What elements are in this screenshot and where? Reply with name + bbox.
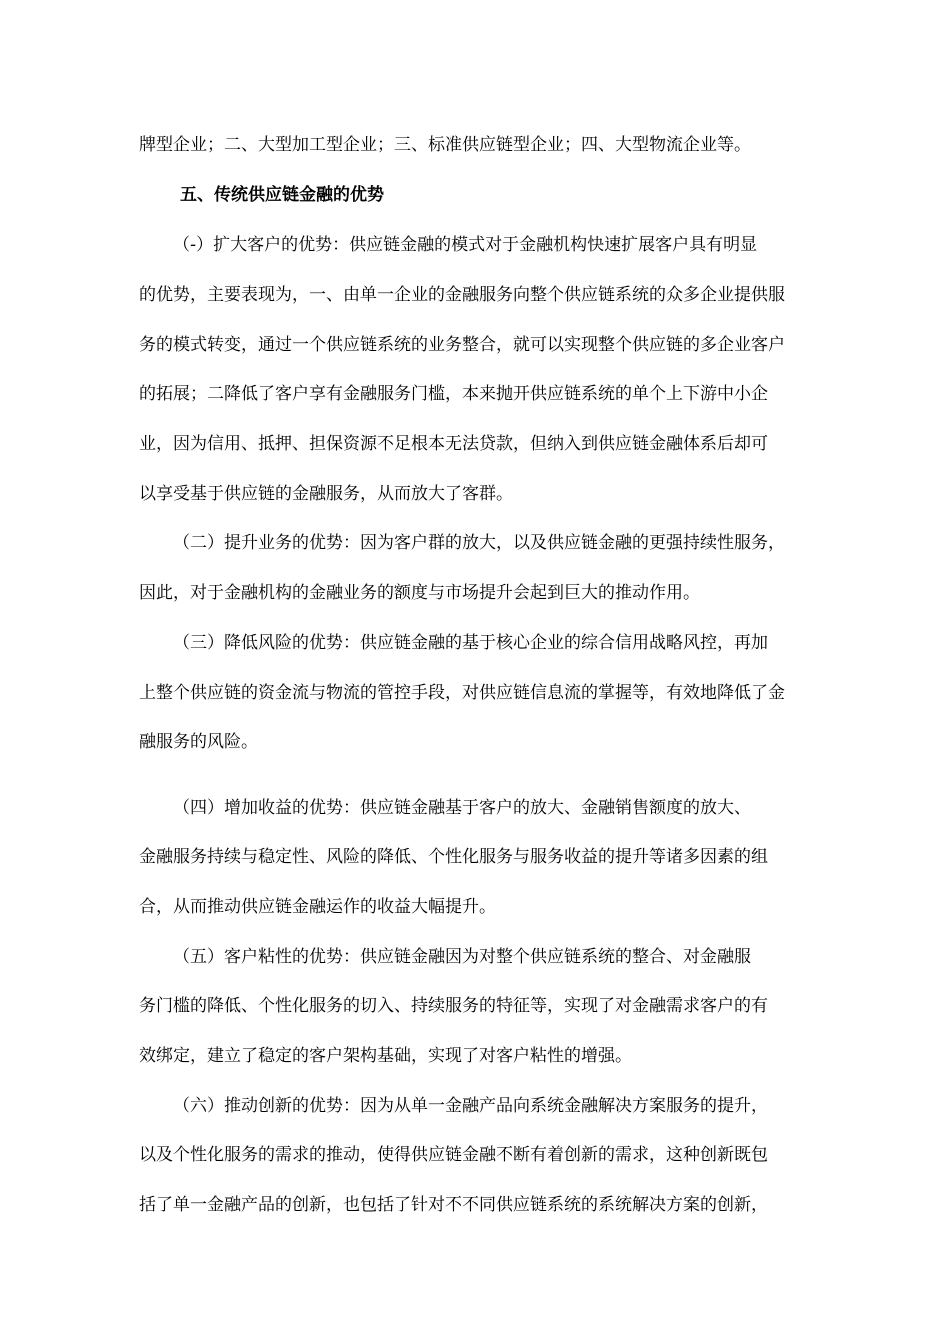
paragraph-line: （四）增加收益的优势：供应链金融基于客户的放大、金融销售额度的放大、 xyxy=(173,798,751,818)
paragraph-line: 务门槛的降低、个性化服务的切入、持续服务的特征等，实现了对金融需求客户的有 xyxy=(139,996,768,1016)
paragraph-line: （-）扩大客户的优势：供应链金融的模式对于金融机构快速扩展客户具有明显 xyxy=(173,235,758,255)
paragraph-line: 因此，对于金融机构的金融业务的额度与市场提升会起到巨大的推动作用。 xyxy=(139,583,700,603)
paragraph-line: 括了单一金融产品的创新，也包括了针对不不同供应链系统的系统解决方案的创新， xyxy=(139,1195,768,1215)
paragraph-line: 金融服务持续与稳定性、风险的降低、个性化服务与服务收益的提升等诸多因素的组 xyxy=(139,847,768,867)
paragraph-line: 以及个性化服务的需求的推动，使得供应链金融不断有着创新的需求，这种创新既包 xyxy=(139,1145,768,1165)
section-heading: 五、传统供应链金融的优势 xyxy=(180,185,384,205)
paragraph-line: 合，从而推动供应链金融运作的收益大幅提升。 xyxy=(139,897,496,917)
paragraph-line: （五）客户粘性的优势：供应链金融因为对整个供应链系统的整合、对金融服 xyxy=(173,947,751,967)
paragraph-line: 效绑定，建立了稳定的客户架构基础，实现了对客户粘性的增强。 xyxy=(139,1046,632,1066)
paragraph-line: 业，因为信用、抵押、担保资源不足根本无法贷款，但纳入到供应链金融体系后却可 xyxy=(139,434,768,454)
paragraph-line: 的拓展；二降低了客户享有金融服务门槛，本来抛开供应链系统的单个上下游中小企 xyxy=(139,384,768,404)
paragraph-line: （六）推动创新的优势：因为从单一金融产品向系统金融解决方案服务的提升， xyxy=(173,1096,768,1116)
paragraph-line: （二）提升业务的优势：因为客户群的放大，以及供应链金融的更强持续性服务， xyxy=(173,533,785,553)
paragraph-line: 融服务的风险。 xyxy=(139,732,258,752)
paragraph-line: 的优势，主要表现为，一、由单一企业的金融服务向整个供应链系统的众多企业提供服 xyxy=(139,285,785,305)
paragraph-line: 务的模式转变，通过一个供应链系统的业务整合，就可以实现整个供应链的多企业客户 xyxy=(139,335,785,355)
paragraph-line: （三）降低风险的优势：供应链金融的基于核心企业的综合信用战略风控，再加 xyxy=(173,633,768,653)
paragraph-line: 上整个供应链的资金流与物流的管控手段，对供应链信息流的掌握等，有效地降低了金 xyxy=(139,683,785,703)
paragraph-line: 以享受基于供应链的金融服务，从而放大了客群。 xyxy=(139,484,513,504)
intro-line: 牌型企业；二、大型加工型企业；三、标准供应链型企业；四、大型物流企业等。 xyxy=(139,135,751,155)
